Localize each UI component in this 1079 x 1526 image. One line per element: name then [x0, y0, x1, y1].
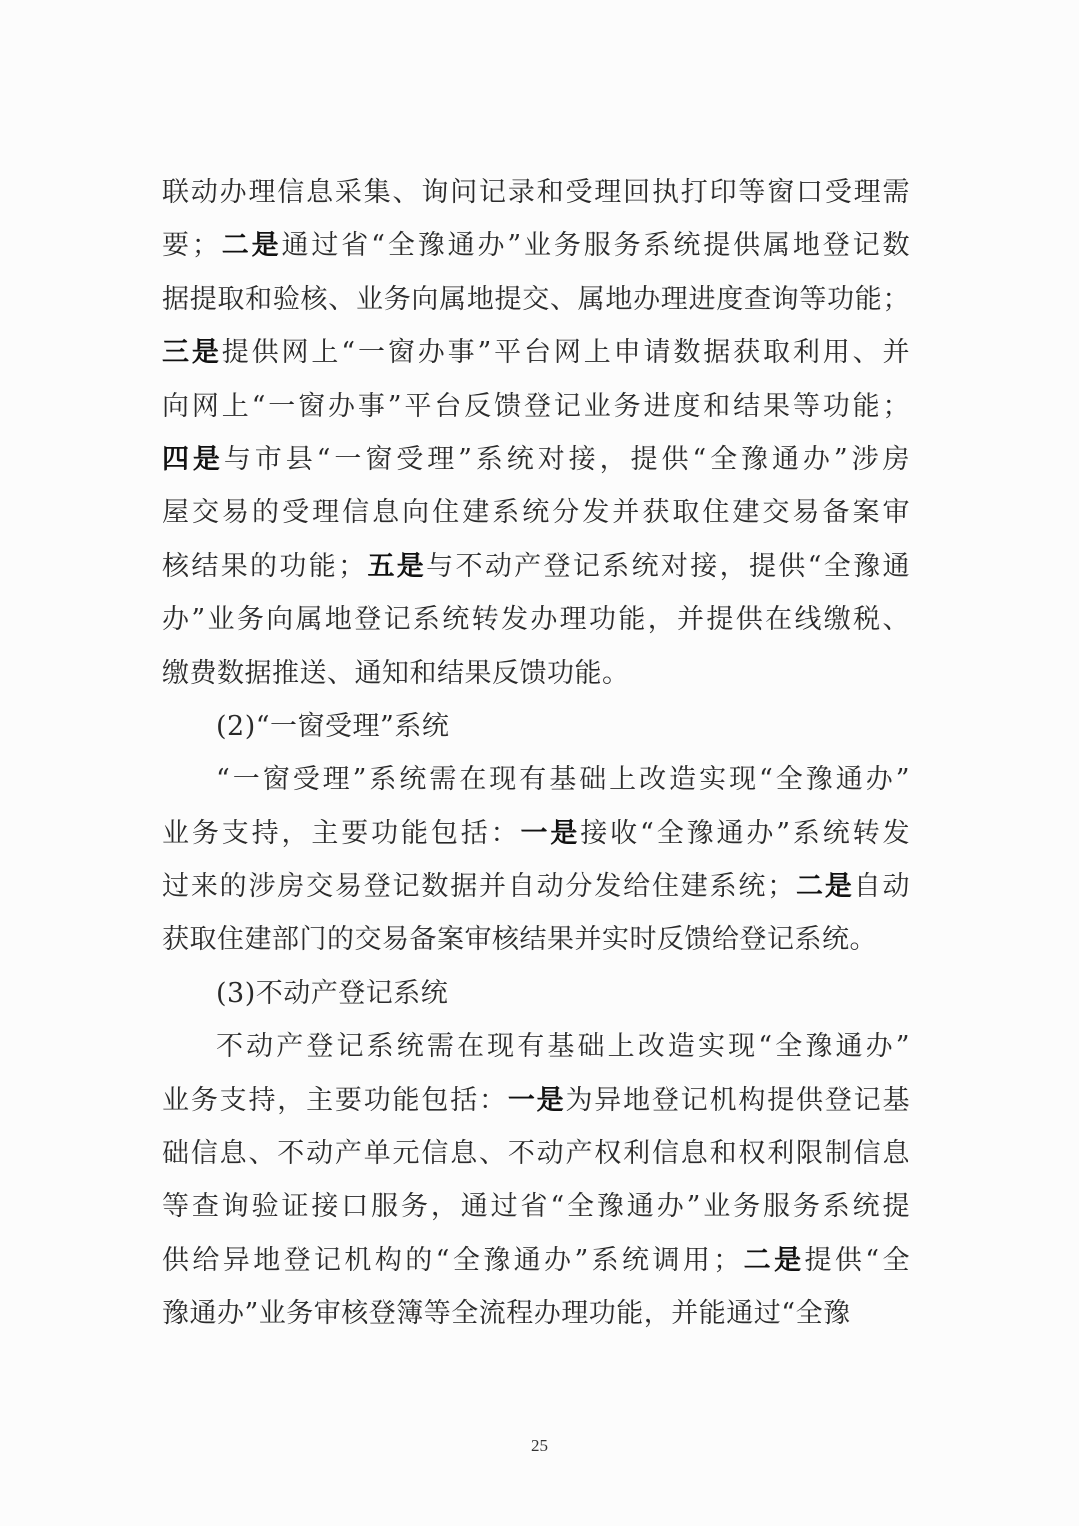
- text-segment: 获取住建部门的交易备案审核结果并实时反馈给登记系统。: [162, 924, 877, 956]
- text-line: [162, 486, 910, 539]
- text-segment: 核结果的功能；: [162, 550, 366, 582]
- text-line: [162, 273, 910, 326]
- text-segment: “一窗受理”系统需在现有基础上改造实现“全豫通办”: [216, 764, 910, 796]
- bold-label: 二是: [740, 1244, 805, 1276]
- document-body: [162, 166, 910, 1341]
- text-line: [162, 540, 910, 593]
- text-segment: 屋交易的受理信息向住建系统分发并获取住建交易备案审: [162, 497, 910, 529]
- text-segment: 为异地登记机构提供登记基: [565, 1084, 910, 1116]
- text-segment: 据提取和验核、业务向属地提交、属地办理进度查询等功能；: [162, 283, 910, 315]
- text-segment: 豫通办”业务审核登簿等全流程办理功能，并能通过“全豫: [162, 1298, 851, 1330]
- page-number: 25: [531, 1436, 548, 1455]
- text-segment: 与不动产登记系统对接，提供“全豫通: [426, 550, 910, 582]
- text-line: [162, 219, 910, 272]
- text-segment: 联动办理信息采集、询问记录和受理回执打印等窗口受理需: [162, 177, 910, 208]
- text-segment: 提供“全: [804, 1244, 910, 1276]
- text-line: [162, 326, 910, 379]
- bold-label: 二是: [794, 871, 854, 903]
- text-segment: 业务支持，主要功能包括：: [162, 1084, 508, 1116]
- text-line: [162, 433, 910, 486]
- section-heading: (2)“一窗受理”系统: [216, 710, 450, 742]
- text-segment: 向网上“一窗办事”平台反馈登记业务进度和结果等功能；: [162, 390, 910, 422]
- text-segment: 自动: [853, 871, 910, 903]
- bold-label: 二是: [219, 230, 282, 262]
- bold-label: 四是: [162, 443, 224, 475]
- text-line: [162, 1180, 910, 1233]
- text-segment: 缴费数据推送、通知和结果反馈功能。: [162, 657, 630, 689]
- text-line: [162, 1234, 910, 1287]
- bold-label: 一是: [520, 817, 581, 849]
- text-line: [162, 753, 910, 806]
- bold-label: 三是: [162, 337, 222, 369]
- text-segment: 过来的涉房交易登记数据并自动分发给住建系统；: [162, 871, 795, 903]
- text-line: [162, 1020, 910, 1073]
- text-segment: 接收“全豫通办”系统转发: [580, 817, 910, 849]
- text-segment: 提供网上“一窗办事”平台网上申请数据获取利用、并: [221, 337, 910, 369]
- text-segment: 础信息、不动产单元信息、不动产权利信息和权利限制信息: [162, 1138, 910, 1170]
- text-line: [162, 1127, 910, 1180]
- text-line: [162, 647, 910, 700]
- text-line: [162, 166, 910, 219]
- text-line: [162, 1287, 910, 1340]
- text-segment: 业务支持，主要功能包括：: [162, 817, 521, 849]
- text-segment: 通过省“全豫通办”业务服务系统提供属地登记数: [281, 230, 910, 262]
- section-heading: (3)不动产登记系统: [216, 977, 449, 1009]
- text-line: [162, 807, 910, 860]
- text-segment: 供给异地登记机构的“全豫通办”系统调用；: [162, 1244, 741, 1276]
- bold-label: 一是: [507, 1084, 566, 1116]
- text-segment: 不动产登记系统需在现有基础上改造实现“全豫通办”: [216, 1031, 910, 1063]
- text-segment: 等查询验证接口服务，通过省“全豫通办”业务服务系统提: [162, 1191, 910, 1223]
- text-segment: 办”业务向属地登记系统转发办理功能，并提供在线缴税、: [162, 604, 910, 636]
- text-line: [162, 380, 910, 433]
- bold-label: 五是: [365, 550, 427, 582]
- text-line: [162, 1074, 910, 1127]
- text-segment: 要；: [162, 230, 220, 262]
- text-line: [162, 593, 910, 646]
- text-line: [162, 860, 910, 913]
- text-line: [162, 913, 910, 966]
- text-segment: 与市县“一窗受理”系统对接，提供“全豫通办”涉房: [223, 443, 910, 475]
